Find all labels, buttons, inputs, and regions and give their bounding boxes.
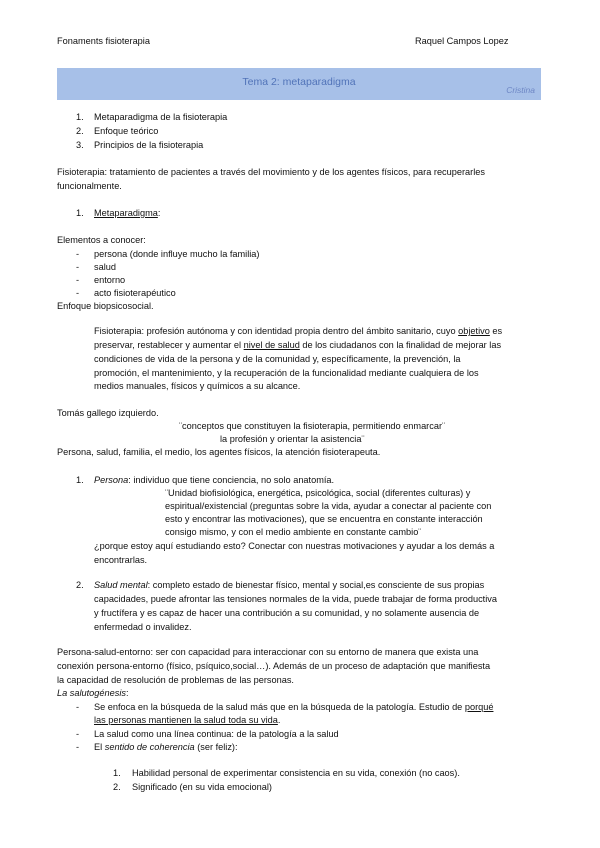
bullet-dash: -	[76, 729, 80, 739]
bullet-dash: -	[76, 702, 80, 712]
term-persona: Persona	[94, 475, 129, 485]
list-number: 2.	[113, 782, 121, 792]
underlined-term: nivel de salud	[243, 340, 300, 350]
salutogenesis-bullet: La salud como una línea continua: de la patología a la salud	[94, 729, 339, 739]
header-author: Raquel Campos Lopez	[415, 36, 509, 46]
quote-line: ¨Unidad biofisiológica, energética, psicológica, social (diferentes culturas) y	[165, 488, 471, 498]
list-item: Significado (en su vida emocional)	[132, 782, 272, 792]
pse-line: Persona-salud-entorno: ser con capacidad para interaccionar con su entorno de manera que exista una	[57, 647, 479, 657]
term-salud-mental: Salud mental	[94, 580, 148, 590]
persona-why: ¿porque estoy aquí estudiando esto? Conectar con nuestras motivaciones y ayudar a los demás a	[94, 541, 495, 551]
list-item: persona (donde influye mucho la familia)	[94, 249, 260, 259]
author-citation: Tomás gallego izquierdo.	[57, 408, 159, 418]
list-number: 1.	[113, 768, 121, 778]
elements-heading: Elementos a conocer:	[57, 235, 146, 245]
underlined-term: objetivo	[458, 326, 490, 336]
salutogenesis-bullet-cont: las personas mantienen la salud toda su vida.	[94, 715, 281, 725]
quote-line: espiritual/existencial (preguntas sobre la vida, ayudar a conectar al paciente con	[165, 501, 492, 511]
bullet-dash: -	[76, 742, 80, 752]
section-heading	[94, 208, 160, 218]
section-colon: :	[157, 208, 161, 218]
concepts-summary: Persona, salud, familia, el medio, los agentes físicos, la atención fisioterapeuta.	[57, 447, 381, 457]
list-item: acto fisioterapéutico	[94, 288, 176, 298]
banner-subtitle: Cristina	[506, 85, 535, 95]
citation-quote: ¨conceptos que constituyen la fisioterapia, permitiendo enmarcar¨	[179, 421, 446, 431]
title-banner	[57, 68, 541, 100]
list-item: Habilidad personal de experimentar consistencia en su vida, conexión (no caos).	[132, 768, 460, 778]
bullet-dash: -	[76, 275, 80, 285]
toc-item: Principios de la fisioterapia	[94, 140, 204, 150]
toc-item: Enfoque teórico	[94, 126, 159, 136]
quote-line: preservar, restablecer y aumentar el nivel de salud de los ciudadanos con la finalidad de mejorar las	[94, 340, 502, 350]
toc-number: 1.	[76, 112, 84, 122]
salud-definition: Salud mental: completo estado de bienestar físico, mental y social,es consciente de sus propias	[94, 580, 485, 590]
definition-line: funcionalmente.	[57, 181, 122, 191]
topic-title: Tema 2: metaparadigma	[242, 76, 356, 88]
bullet-dash: -	[76, 262, 80, 272]
salud-line: capacidades, puede afrontar las tensiones normales de la vida, puede trabajar de forma productiva	[94, 594, 497, 604]
term-coherence: sentido de coherencia	[104, 742, 195, 752]
quote-line: consigo mismo, y con el medio ambiente en constante cambio¨	[165, 527, 422, 537]
quote-line: promoción, el mantenimiento, y la recuperación de la funcionalidad mediante cualquiera de los	[94, 368, 479, 378]
salutogenesis-title: La salutogénesis	[57, 688, 126, 698]
item-number: 1.	[76, 475, 84, 485]
pse-line: conexión persona-entorno (físico, psíquico,social…). Además de un proceso de adaptación que manifiesta	[57, 661, 491, 671]
header-course: Fonaments fisioterapia	[57, 36, 150, 46]
toc-number: 3.	[76, 140, 84, 150]
salutogenesis-bullet: El sentido de coherencia (ser feliz):	[94, 742, 238, 752]
persona-why: encontrarlas.	[94, 555, 148, 565]
persona-definition: Persona: individuo que tiene conciencia, no solo anatomía.	[94, 475, 335, 485]
quote-line: condiciones de vida de la persona y de la comunidad y, específicamente, la prevención, la	[94, 354, 461, 364]
list-item: salud	[94, 262, 116, 272]
section-title: Metaparadigma	[94, 208, 158, 218]
definition-line: Fisioterapia: tratamiento de pacientes a través del movimiento y de los agentes físicos, para recuperarles	[57, 167, 485, 177]
pse-line: la capacidad de resolución de problemas de las personas.	[57, 675, 294, 685]
salud-line: y fructífera y es capaz de hacer una contribución a su comunidad, y no solamente ausencia de	[94, 608, 480, 618]
quote-line: medios manuales, físicos y químicos a su alcance.	[94, 381, 301, 391]
enfoque-text: Enfoque biopsicosocial.	[57, 301, 154, 311]
quote-line: Fisioterapia: profesión autónoma y con identidad propia dentro del ámbito sanitario, cuyo objetivo es	[94, 326, 503, 336]
citation-quote: la profesión y orientar la asistencia¨	[220, 434, 365, 444]
quote-line: esto y encontrar las motivaciones), que se encuentra en constante interacción	[165, 514, 483, 524]
underlined-term: porqué	[464, 702, 494, 712]
toc-item: Metaparadigma de la fisioterapia	[94, 112, 228, 122]
bullet-dash: -	[76, 249, 80, 259]
list-item: entorno	[94, 275, 126, 285]
salud-line: enfermedad o invalidez.	[94, 622, 192, 632]
underlined-phrase: las personas mantienen la salud toda su vida	[94, 715, 278, 725]
toc-number: 2.	[76, 126, 84, 136]
section-number: 1.	[76, 208, 84, 218]
salutogenesis-heading: La salutogénesis:	[57, 688, 129, 698]
bullet-dash: -	[76, 288, 80, 298]
salutogenesis-bullet: Se enfoca en la búsqueda de la salud más que en la búsqueda de la patología. Estudio de porqué	[94, 702, 494, 712]
item-number: 2.	[76, 580, 84, 590]
